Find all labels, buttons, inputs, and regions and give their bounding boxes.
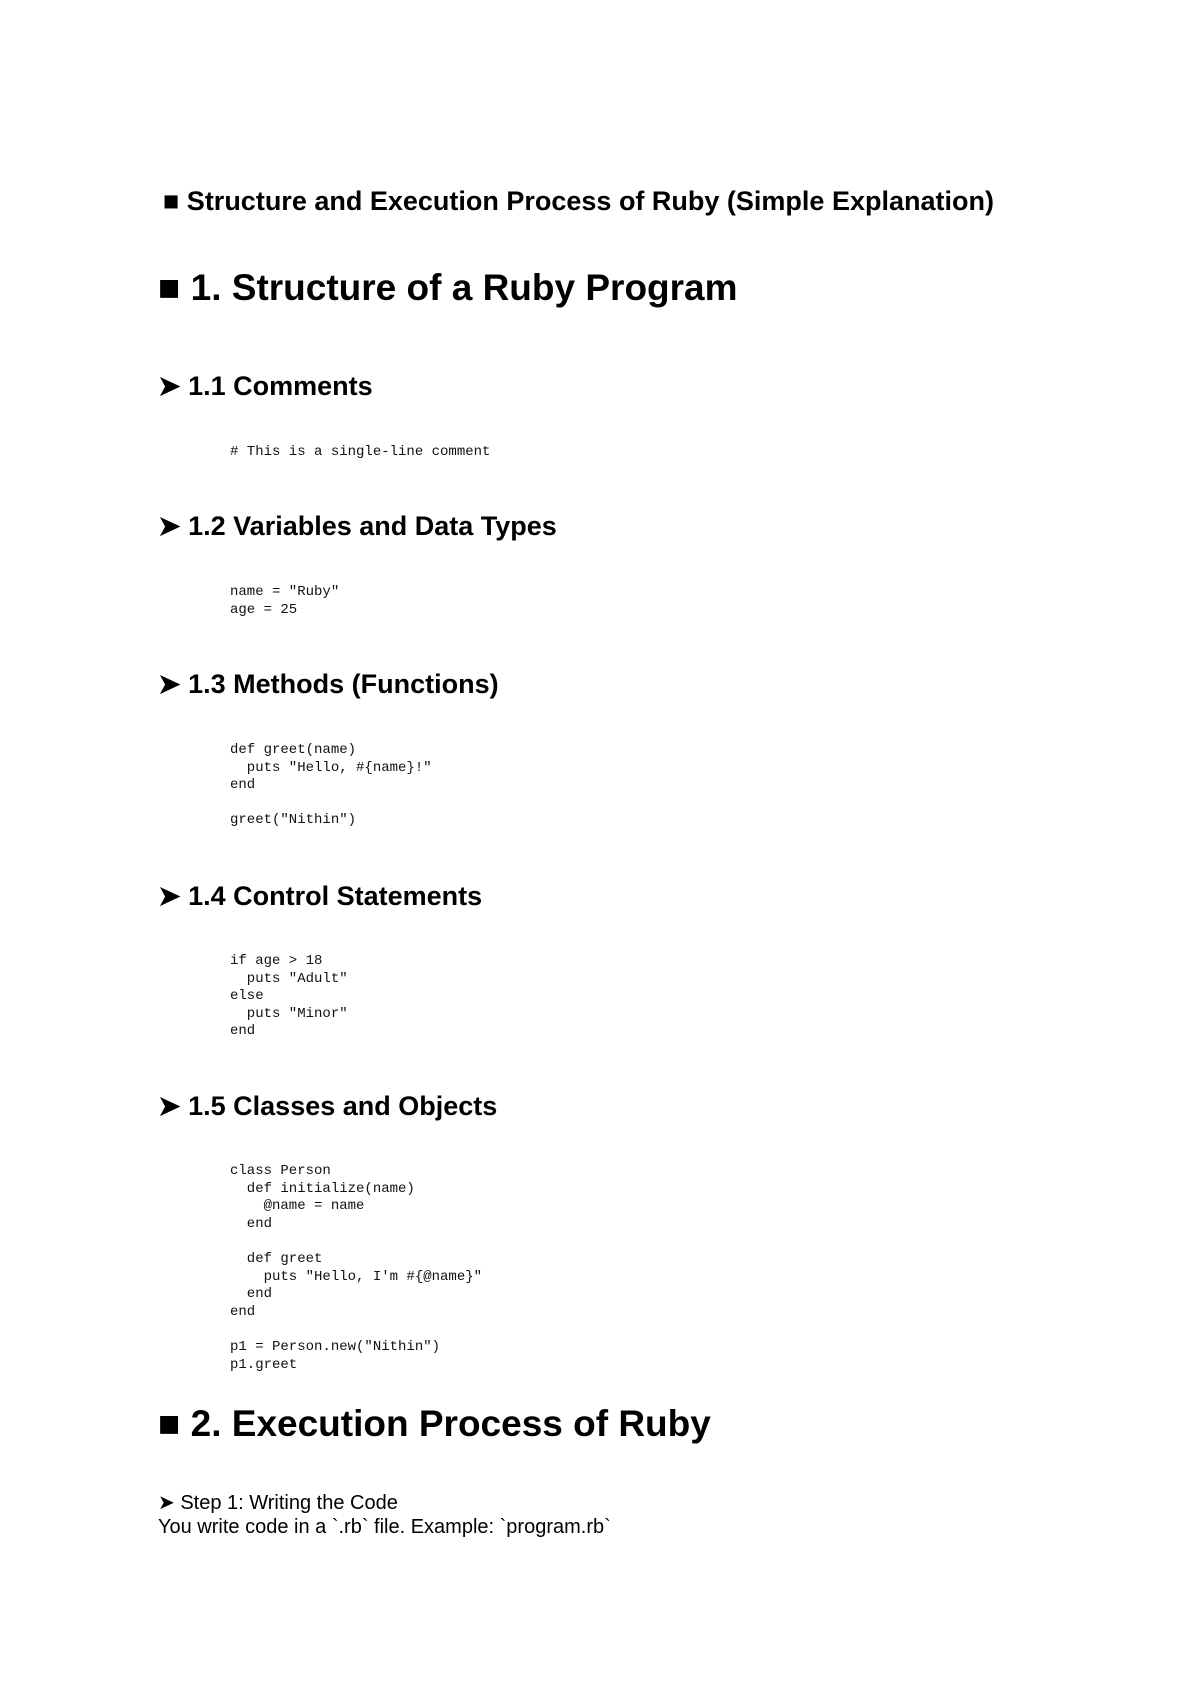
code-block-control: if age > 18 puts "Adult" else puts "Minor" end [230, 953, 348, 1040]
code-block-variables: name = "Ruby" age = 25 [230, 584, 340, 618]
subsection-1-4-heading: ➤ 1.4 Control Statements [158, 881, 483, 911]
section-2-heading: ■ 2. Execution Process of Ruby [158, 1403, 711, 1444]
code-block-methods: def greet(name) puts "Hello, #{name}!" end greet("Nithin") [230, 742, 432, 829]
subsection-1-3-heading: ➤ 1.3 Methods (Functions) [158, 669, 499, 699]
step-1-text: You write code in a `.rb` file. Example: `program.rb` [158, 1516, 611, 1538]
section-1-heading: ■ 1. Structure of a Ruby Program [158, 267, 738, 308]
subsection-1-2-heading: ➤ 1.2 Variables and Data Types [158, 511, 557, 541]
code-block-comments: # This is a single-line comment [230, 444, 491, 460]
document-title: ■ Structure and Execution Process of Ruby (Simple Explanation) [163, 186, 994, 216]
subsection-1-1-heading: ➤ 1.1 Comments [158, 371, 373, 401]
subsection-1-5-heading: ➤ 1.5 Classes and Objects [158, 1091, 498, 1121]
step-1-heading: ➤ Step 1: Writing the Code [158, 1492, 398, 1514]
code-block-classes: class Person def initialize(name) @name = name end def greet puts "Hello, I'm #{@name}" end end p1 = Person.new("Nithin") p1.greet [230, 1163, 483, 1373]
